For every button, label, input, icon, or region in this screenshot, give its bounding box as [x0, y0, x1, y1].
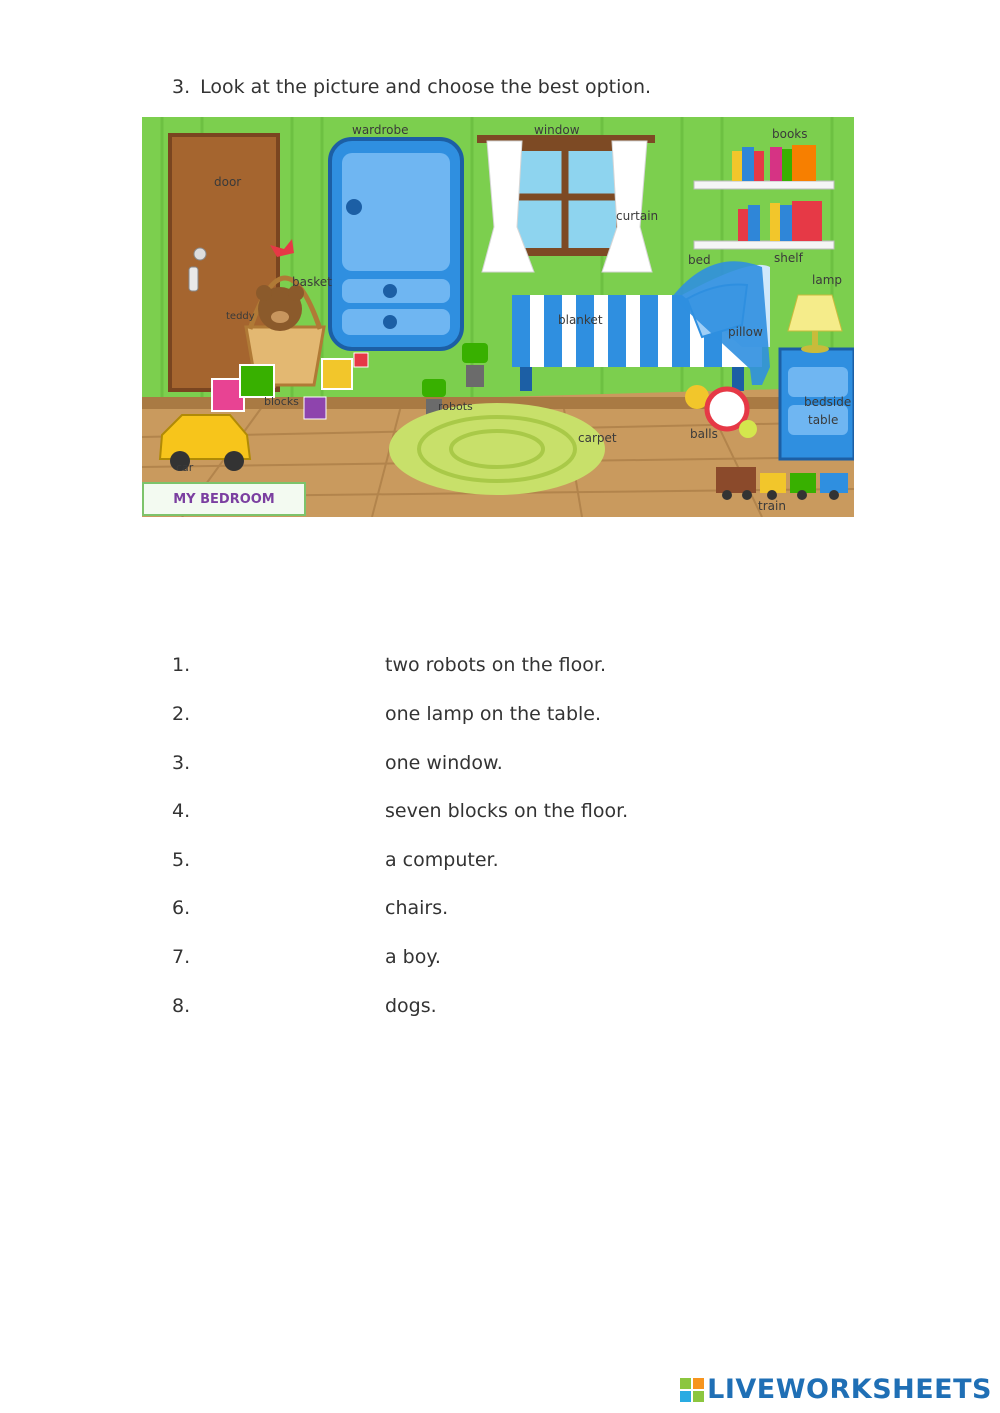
label-window: window: [534, 123, 580, 137]
shelf-bottom: [694, 241, 834, 249]
label-robots: robots: [438, 400, 473, 413]
label-curtain: curtain: [616, 209, 659, 223]
label-shelf: shelf: [774, 251, 803, 265]
label-bedside: bedside: [804, 395, 852, 409]
answer-dropdown-7[interactable]: [220, 942, 370, 968]
label-blocks: blocks: [264, 395, 299, 408]
answer-dropdown-6[interactable]: [220, 893, 370, 919]
footer-brand[interactable]: [679, 1374, 992, 1405]
answer-dropdown-1[interactable]: [220, 650, 370, 676]
question-number: 7.: [172, 946, 191, 968]
question-text: one window.: [385, 752, 503, 774]
liveworksheets-logo-icon: [679, 1377, 705, 1403]
ball-red: [707, 389, 747, 429]
label-blanket: blanket: [558, 313, 603, 327]
answer-dropdown-4[interactable]: [220, 796, 370, 822]
question-number: 8.: [172, 995, 191, 1017]
answer-dropdown-3[interactable]: [220, 748, 370, 774]
instruction: [172, 76, 651, 98]
wardrobe-knob: [346, 199, 362, 215]
question-text: seven blocks on the floor.: [385, 800, 629, 822]
label-bed: bed: [688, 253, 711, 267]
answer-dropdown-2[interactable]: [220, 699, 370, 725]
label-teddy: teddy: [226, 311, 255, 322]
brand-name: LIVEWORKSHEETS: [707, 1374, 992, 1405]
lamp: [788, 295, 842, 331]
picture-caption: MY BEDROOM: [173, 491, 275, 507]
answer-dropdown-8[interactable]: [220, 991, 370, 1017]
bedroom-picture: [142, 117, 854, 517]
label-books: books: [772, 127, 808, 141]
label-carpet: carpet: [578, 431, 617, 445]
shelf-top: [694, 181, 834, 189]
label-balls: balls: [690, 427, 718, 441]
question-number: 2.: [172, 703, 191, 725]
question-text: dogs.: [385, 995, 437, 1017]
question-text: one lamp on the table.: [385, 703, 602, 725]
label-car: car: [176, 461, 194, 474]
label-wardrobe: wardrobe: [352, 123, 409, 137]
label-basket: basket: [292, 275, 332, 289]
question-number: 1.: [172, 654, 191, 676]
instruction-number: 3.: [172, 76, 191, 98]
label-table: table: [808, 413, 839, 427]
door-knob: [194, 248, 206, 260]
question-text: two robots on the floor.: [385, 654, 606, 676]
picture-caption-box: [142, 482, 306, 516]
label-pillow: pillow: [728, 325, 763, 339]
question-number: 5.: [172, 849, 191, 871]
question-text: a boy.: [385, 946, 441, 968]
door-lock: [189, 267, 198, 291]
answer-dropdown-5[interactable]: [220, 845, 370, 871]
label-train: train: [758, 499, 786, 513]
label-door: door: [214, 175, 242, 189]
question-text: a computer.: [385, 849, 499, 871]
question-number: 3.: [172, 752, 191, 774]
question-text: chairs.: [385, 897, 449, 919]
instruction-text: Look at the picture and choose the best option.: [200, 76, 652, 98]
question-number: 6.: [172, 897, 191, 919]
label-lamp: lamp: [812, 273, 842, 287]
question-number: 4.: [172, 800, 191, 822]
